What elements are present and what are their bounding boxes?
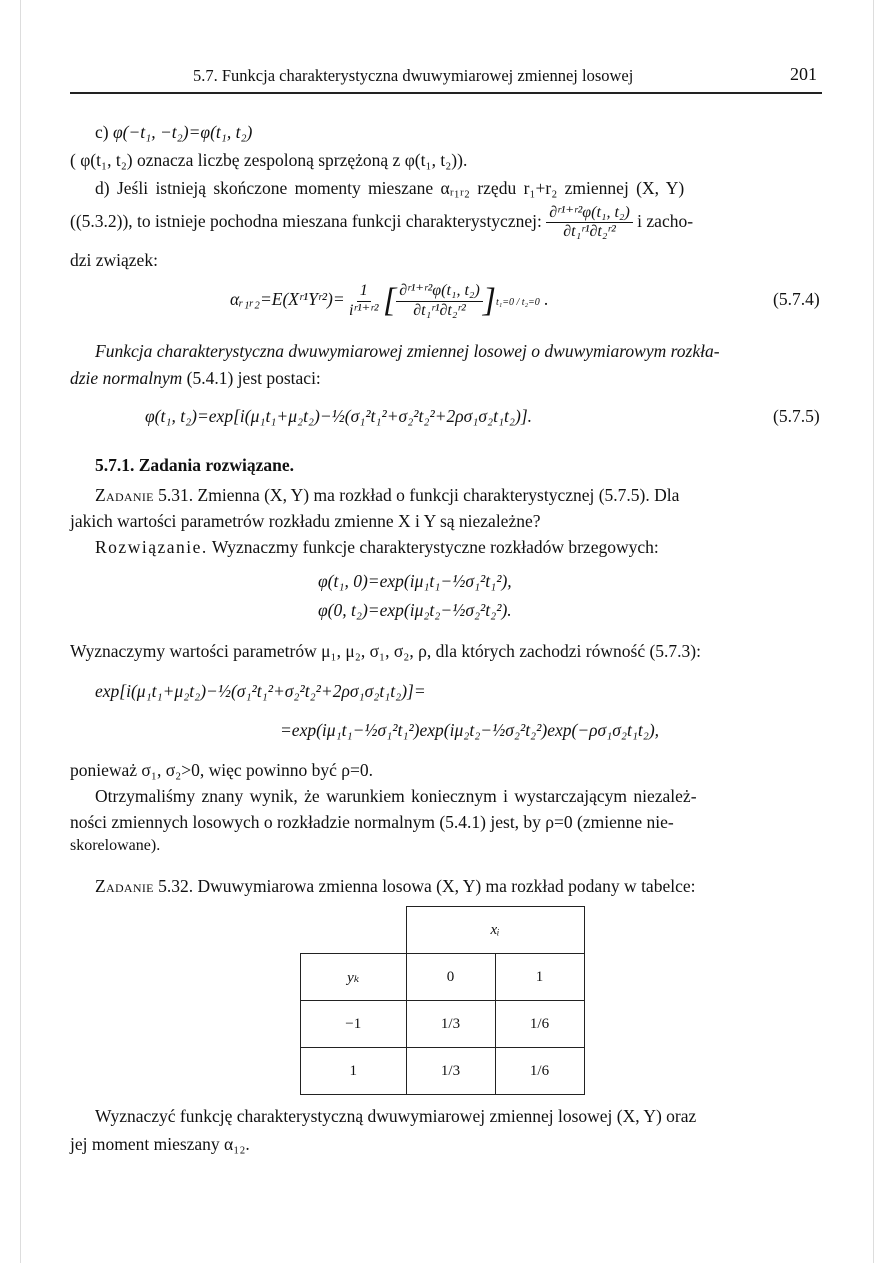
equation-b: =exp(iμ₁t₁−½σ₁²t₁²)exp(iμ₂t₂−½σ₂²t₂²)exp(−ρσ₁σ₂t₁t₂), bbox=[280, 720, 660, 740]
table-row bbox=[301, 1048, 585, 1095]
conclusion-line1: Otrzymaliśmy znany wynik, że warunkiem koniecznym i wystarczającym niezależ- bbox=[95, 786, 697, 806]
equation-number-5-7-5: (5.7.5) bbox=[773, 406, 820, 426]
conclusion-line2: ności zmiennych losowych o rozkładzie normalnym (5.4.1) jest, by ρ=0 (zmienne nie- bbox=[70, 812, 674, 832]
scan-edge-left bbox=[20, 0, 21, 1263]
col-header-x: xᵢ bbox=[406, 907, 584, 954]
equation-5-7-5: φ(t₁, t₂)=exp[i(μ₁t₁+μ₂t₂)−½(σ₁²t₁²+σ₂²t₂²+2ρσ₁σ₂t₁t₂)]. bbox=[145, 406, 533, 426]
equation-5-7-4: αᵣ₁ᵣ₂=E(Xʳ¹Yʳ²)= $\frac{1}{\text{iʳ¹⁺ʳ²}}$ [ $\frac{\text{∂ʳ¹⁺ʳ²φ(t₁, t₂)}}{\text{∂t₁ʳ¹∂t₂ʳ²}}$ ]t₁=0 / t₂=0 . bbox=[230, 282, 549, 319]
row-header-y: yₖ bbox=[301, 954, 407, 1001]
equation-a: exp[i(μ₁t₁+μ₂t₂)−½(σ₁²t₁²+σ₂²t₂²+2ρσ₁σ₂t₁t₂)]= bbox=[95, 681, 426, 701]
item-d-line1: d) Jeśli istnieją skończone momenty mieszane αᵣ₁ᵣ₂ rzędu r₁+r₂ zmiennej (X, Y) bbox=[95, 178, 685, 198]
conclusion-line3: skorelowane). bbox=[70, 837, 161, 854]
probability-cell: 1/6 bbox=[495, 1001, 584, 1048]
normal-dist-line2: dzie normalnym (5.4.1) jest postaci: bbox=[70, 368, 321, 388]
task-line2: jej moment mieszany α₁₂. bbox=[70, 1134, 250, 1154]
marginal-2: φ(0, t₂)=exp(iμ₂t₂−½σ₂²t₂²). bbox=[318, 600, 512, 620]
y-value: 1 bbox=[301, 1048, 407, 1095]
equation-number-5-7-4: (5.7.4) bbox=[773, 289, 820, 309]
probability-cell: 1/3 bbox=[406, 1001, 495, 1048]
task-5-31-line1: Zadanie 5.31. Zmienna (X, Y) ma rozkład o funkcji charakterystycznej (5.7.5). Dla bbox=[95, 485, 680, 505]
solution-line: Rozwiązanie. Wyznaczmy funkcje charakterystyczne rozkładów brzegowych: bbox=[95, 537, 659, 557]
x-value: 0 bbox=[406, 954, 495, 1001]
item-c-note: ( φ(t₁, t₂) oznacza liczbę zespoloną sprzężoną z φ(t₁, t₂)). bbox=[70, 150, 468, 170]
marginal-1: φ(t₁, 0)=exp(iμ₁t₁−½σ₁²t₁²), bbox=[318, 571, 512, 591]
running-header: 5.7. Funkcja charakterystyczna dwuwymiarowej zmiennej losowej bbox=[193, 66, 634, 85]
task-5-31-line2: jakich wartości parametrów rozkładu zmienne X i Y są niezależne? bbox=[70, 511, 541, 531]
params-line: Wyznaczymy wartości parametrów μ₁, μ₂, σ₁, σ₂, ρ, dla których zachodzi równość (5.7.3): bbox=[70, 641, 701, 661]
since-line: ponieważ σ₁, σ₂>0, więc powinno być ρ=0. bbox=[70, 760, 374, 780]
table-row bbox=[301, 954, 585, 1001]
item-c: c) φ(−t₁, −t₂)=φ(t₁, t₂) bbox=[95, 122, 253, 142]
header-rule bbox=[70, 92, 822, 94]
task-line1: Wyznaczyć funkcję charakterystyczną dwuwymiarowej zmiennej losowej (X, Y) oraz bbox=[95, 1106, 697, 1126]
item-d-line2: ((5.3.2)), to istnieje pochodna mieszana funkcji charakterystycznej: $\frac{\text{∂ʳ¹⁺ʳ²φ(t₁, t₂)}}{\text{∂t₁ʳ¹∂t₂ʳ²}}$ i zacho- bbox=[70, 204, 694, 241]
y-value: −1 bbox=[301, 1001, 407, 1048]
normal-dist-line1: Funkcja charakterystyczna dwuwymiarowej zmiennej losowej o dwuwymiarowym rozkła- bbox=[95, 341, 720, 361]
probability-cell: 1/3 bbox=[406, 1048, 495, 1095]
x-value: 1 bbox=[495, 954, 584, 1001]
item-d-line3: dzi związek: bbox=[70, 250, 158, 270]
page-number: 201 bbox=[790, 64, 817, 84]
section-heading: 5.7.1. Zadania rozwiązane. bbox=[95, 455, 294, 475]
scan-edge-right bbox=[873, 0, 874, 1263]
table-row bbox=[301, 1001, 585, 1048]
distribution-table bbox=[300, 906, 585, 1095]
task-5-32-line: Zadanie 5.32. Dwuwymiarowa zmienna losowa (X, Y) ma rozkład podany w tabelce: bbox=[95, 876, 696, 896]
probability-cell: 1/6 bbox=[495, 1048, 584, 1095]
